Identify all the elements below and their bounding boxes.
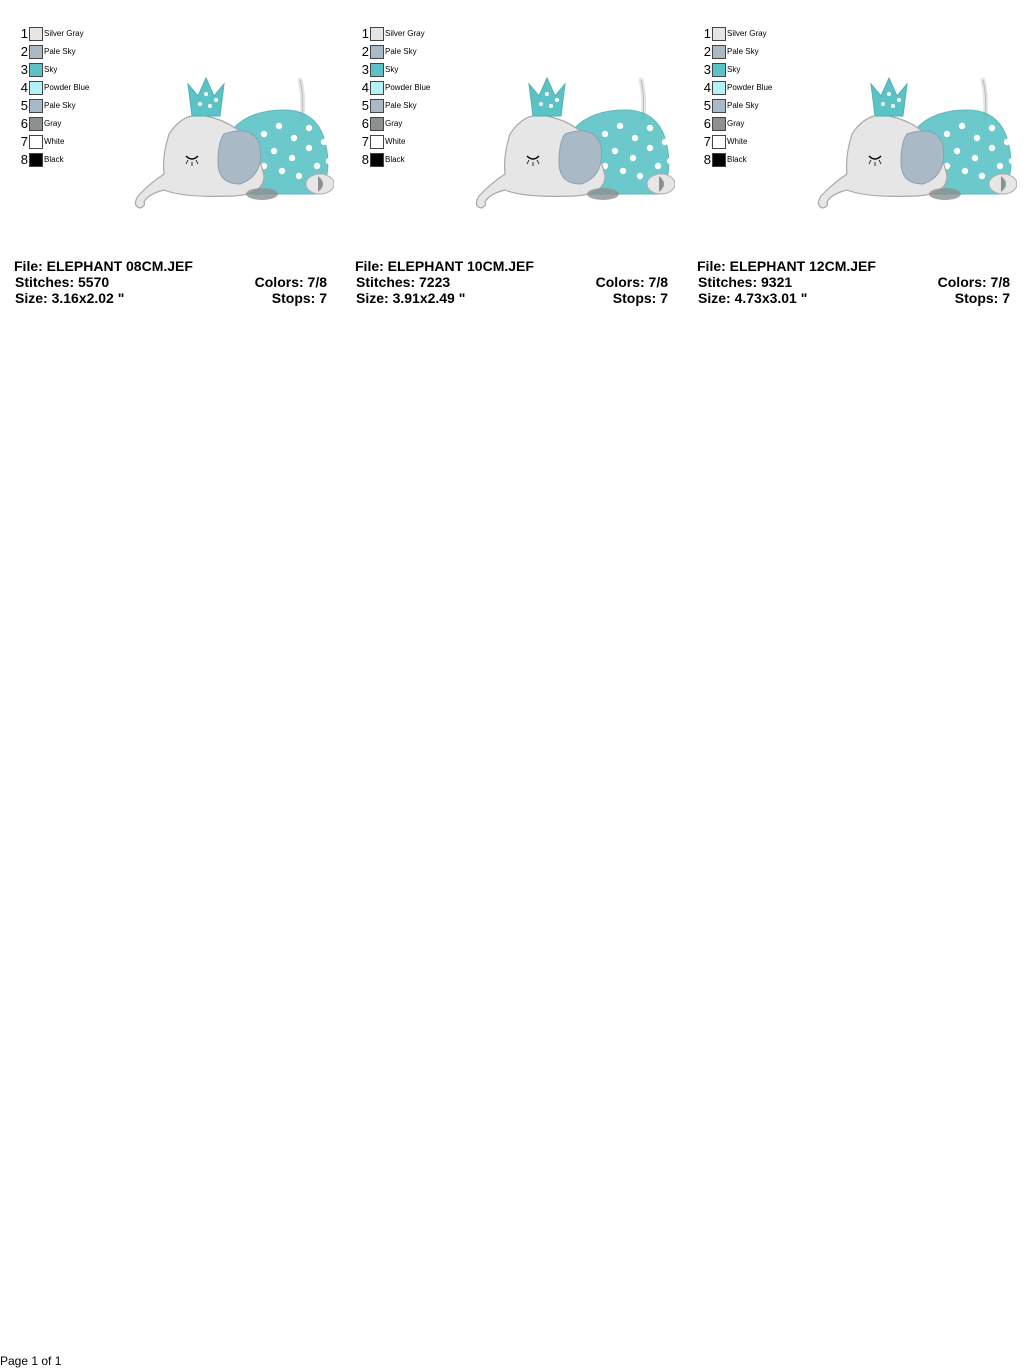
palette-row: [14, 26, 124, 42]
stitch-count: Stitches: 7223: [356, 274, 451, 290]
palette-number: 4: [703, 80, 711, 95]
file-name: File: ELEPHANT 08CM.JEF: [14, 258, 193, 274]
palette-row: [697, 44, 807, 60]
design-panel: [14, 26, 334, 316]
palette-swatch: [712, 27, 726, 41]
design-size: Size: 3.91x2.49 ": [356, 290, 466, 306]
palette-number: 8: [361, 152, 369, 167]
palette-row: [355, 44, 465, 60]
palette-swatch: [712, 99, 726, 113]
palette-color-name: Black: [385, 155, 405, 164]
palette-number: 7: [703, 134, 711, 149]
palette-color-name: Sky: [727, 65, 741, 74]
palette-color-name: Powder Blue: [385, 83, 431, 92]
palette-swatch: [370, 45, 384, 59]
palette-row: [697, 116, 807, 132]
palette-row: [14, 152, 124, 168]
palette-row: [355, 98, 465, 114]
palette-number: 6: [703, 116, 711, 131]
color-count: Colors: 7/8: [937, 274, 1010, 290]
palette-color-name: Sky: [385, 65, 399, 74]
palette-swatch: [370, 63, 384, 77]
design-panel: [355, 26, 675, 316]
palette-number: 5: [20, 98, 28, 113]
palette-number: 8: [20, 152, 28, 167]
palette-swatch: [712, 135, 726, 149]
palette-swatch: [29, 63, 43, 77]
design-size: Size: 4.73x3.01 ": [698, 290, 808, 306]
palette-row: [697, 98, 807, 114]
palette-color-name: Gray: [727, 119, 745, 128]
palette-color-name: Pale Sky: [727, 47, 759, 56]
palette-swatch: [370, 153, 384, 167]
palette-swatch: [29, 81, 43, 95]
palette-color-name: Silver Gray: [727, 29, 767, 38]
palette-number: 1: [20, 26, 28, 41]
palette-number: 4: [20, 80, 28, 95]
palette-color-name: Pale Sky: [385, 101, 417, 110]
palette-number: 2: [20, 44, 28, 59]
palette-number: 3: [703, 62, 711, 77]
palette-number: 7: [361, 134, 369, 149]
stop-count: Stops: 7: [271, 290, 327, 306]
palette-swatch: [712, 117, 726, 131]
stop-count: Stops: 7: [954, 290, 1010, 306]
palette-row: [355, 116, 465, 132]
palette-row: [697, 134, 807, 150]
palette-number: 3: [20, 62, 28, 77]
palette-number: 1: [703, 26, 711, 41]
palette-swatch: [29, 117, 43, 131]
palette-color-name: Gray: [44, 119, 62, 128]
palette-number: 6: [20, 116, 28, 131]
palette-number: 2: [703, 44, 711, 59]
palette-color-name: White: [385, 137, 406, 146]
palette-number: 3: [361, 62, 369, 77]
palette-swatch: [370, 135, 384, 149]
elephant-design-preview: [114, 66, 334, 216]
palette-row: [14, 80, 124, 96]
palette-number: 1: [361, 26, 369, 41]
palette-color-name: Pale Sky: [44, 101, 76, 110]
palette-color-name: White: [44, 137, 65, 146]
palette-swatch: [29, 153, 43, 167]
palette-row: [697, 152, 807, 168]
palette-row: [14, 44, 124, 60]
palette-swatch: [370, 117, 384, 131]
palette-number: 5: [703, 98, 711, 113]
palette-row: [355, 62, 465, 78]
palette-color-name: Silver Gray: [44, 29, 84, 38]
palette-row: [355, 80, 465, 96]
file-name: File: ELEPHANT 12CM.JEF: [697, 258, 876, 274]
palette-swatch: [370, 99, 384, 113]
palette-color-name: Pale Sky: [385, 47, 417, 56]
palette-swatch: [712, 63, 726, 77]
palette-color-name: Powder Blue: [44, 83, 90, 92]
palette-number: 5: [361, 98, 369, 113]
palette-number: 7: [20, 134, 28, 149]
palette-row: [14, 62, 124, 78]
palette-swatch: [370, 81, 384, 95]
elephant-design-preview: [455, 66, 675, 216]
palette-number: 4: [361, 80, 369, 95]
page-number: Page 1 of 1: [0, 1354, 62, 1368]
palette-swatch: [712, 45, 726, 59]
stop-count: Stops: 7: [612, 290, 668, 306]
palette-color-name: Black: [727, 155, 747, 164]
color-count: Colors: 7/8: [595, 274, 668, 290]
palette-number: 2: [361, 44, 369, 59]
design-size: Size: 3.16x2.02 ": [15, 290, 125, 306]
palette-swatch: [370, 27, 384, 41]
palette-swatch: [29, 27, 43, 41]
palette-color-name: Gray: [385, 119, 403, 128]
palette-row: [14, 98, 124, 114]
palette-row: [697, 62, 807, 78]
palette-color-name: Powder Blue: [727, 83, 773, 92]
palette-swatch: [29, 135, 43, 149]
palette-row: [355, 152, 465, 168]
file-name: File: ELEPHANT 10CM.JEF: [355, 258, 534, 274]
design-panel: [697, 26, 1017, 316]
palette-swatch: [712, 81, 726, 95]
palette-swatch: [29, 45, 43, 59]
palette-color-name: White: [727, 137, 748, 146]
stitch-count: Stitches: 5570: [15, 274, 110, 290]
palette-row: [355, 26, 465, 42]
color-count: Colors: 7/8: [254, 274, 327, 290]
palette-row: [355, 134, 465, 150]
palette-color-name: Sky: [44, 65, 58, 74]
palette-color-name: Black: [44, 155, 64, 164]
palette-swatch: [29, 99, 43, 113]
palette-row: [14, 134, 124, 150]
palette-number: 8: [703, 152, 711, 167]
palette-row: [14, 116, 124, 132]
palette-color-name: Pale Sky: [727, 101, 759, 110]
palette-number: 6: [361, 116, 369, 131]
palette-row: [697, 26, 807, 42]
stitch-count: Stitches: 9321: [698, 274, 793, 290]
palette-color-name: Pale Sky: [44, 47, 76, 56]
palette-row: [697, 80, 807, 96]
palette-swatch: [712, 153, 726, 167]
elephant-design-preview: [797, 66, 1017, 216]
palette-color-name: Silver Gray: [385, 29, 425, 38]
